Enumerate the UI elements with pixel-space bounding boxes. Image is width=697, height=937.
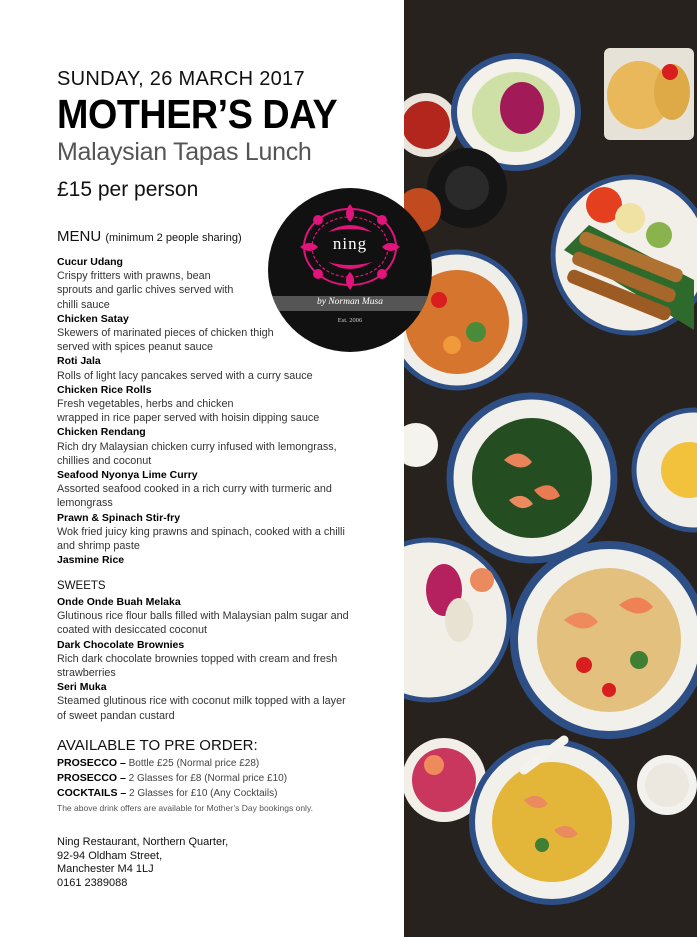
drink-text: 2 Glasses for £8 (Normal price £10): [125, 773, 288, 784]
item-description: sprouts and garlic chives served with: [57, 284, 234, 297]
list-item: [57, 383, 357, 426]
list-item: [57, 680, 357, 723]
drink-offer: [57, 771, 287, 786]
page-subtitle: Malaysian Tapas Lunch: [57, 138, 312, 166]
sweets-heading: SWEETS: [57, 580, 106, 592]
address-line: Ning Restaurant, Northern Quarter,: [57, 836, 229, 848]
list-item: [57, 511, 357, 554]
item-description: Skewers of marinated pieces of chicken thigh: [57, 327, 274, 340]
item-description: Crispy fritters with prawns, bean: [57, 270, 211, 283]
event-date: SUNDAY, 26 MARCH 2017: [57, 68, 305, 90]
page-title: MOTHER’S DAY: [57, 91, 338, 137]
menu-heading-label: MENU: [57, 228, 102, 245]
list-item: [57, 553, 357, 567]
item-description: lemongrass: [57, 497, 113, 510]
item-name: Seafood Nyonya Lime Curry: [57, 469, 198, 482]
item-name: Prawn & Spinach Stir-fry: [57, 511, 181, 524]
address-line: Manchester M4 1LJ: [57, 863, 154, 875]
drink-offer: [57, 786, 287, 801]
item-name: Chicken Rendang: [57, 426, 146, 439]
item-name: Cucur Udang: [57, 256, 123, 268]
item-description: Assorted seafood cooked in a rich curry with turmeric and: [57, 483, 332, 496]
item-name: Chicken Rice Rolls: [57, 383, 152, 396]
address-line: 92-94 Oldham Street,: [57, 849, 163, 862]
item-name: Seri Muka: [57, 681, 107, 694]
menu-heading-note: (minimum 2 people sharing): [105, 232, 242, 244]
item-description: chilli sauce: [57, 298, 110, 311]
item-name: Chicken Satay: [57, 312, 129, 325]
list-item: [57, 468, 357, 511]
item-name: Dark Chocolate Brownies: [57, 638, 185, 651]
list-item: [57, 354, 357, 382]
restaurant-address: [57, 836, 228, 890]
drinks-list: [57, 756, 287, 801]
logo-name: ning: [332, 234, 368, 253]
item-description: coated with desiccated coconut: [57, 624, 208, 637]
logo-by: by Norman Musa: [317, 297, 383, 307]
item-description: Rich dark chocolate brownies topped with cream and fresh: [57, 652, 338, 665]
list-item: [57, 595, 357, 638]
drink-label: PROSECCO –: [57, 757, 126, 769]
item-description: Fresh vegetables, herbs and chicken: [57, 398, 234, 411]
item-name: Jasmine Rice: [57, 554, 125, 567]
item-description: strawberries: [57, 667, 116, 680]
item-description: Rolls of light lacy pancakes served with a curry sauce: [57, 369, 313, 382]
item-description: Rich dry Malaysian chicken curry infused with lemongrass,: [57, 440, 337, 453]
item-description: of sweet pandan custard: [57, 709, 175, 722]
food-photo: [404, 0, 697, 937]
drink-text: 2 Glasses for £10 (Any Cocktails): [126, 788, 278, 799]
item-name: Roti Jala: [57, 355, 101, 368]
price: £15 per person: [57, 178, 199, 201]
address-line: 0161 2389088: [57, 876, 128, 889]
item-name: Onde Onde Buah Melaka: [57, 596, 181, 608]
item-description: Steamed glutinous rice with coconut milk topped with a layer: [57, 695, 346, 708]
food-photo-illustration: [404, 0, 697, 937]
drink-text: Bottle £25 (Normal price £28): [125, 758, 260, 769]
item-description: chillies and coconut: [57, 454, 152, 467]
sweets-list: [57, 595, 357, 723]
item-description: Glutinous rice flour balls filled with Malaysian palm sugar and: [57, 610, 349, 623]
item-description: Wok fried juicy king prawns and spinach, cooked with a chilli: [57, 525, 345, 538]
drink-label: PROSECCO –: [57, 772, 126, 784]
preorder-heading: AVAILABLE TO PRE ORDER:: [57, 737, 258, 754]
restaurant-logo: [268, 188, 432, 352]
drink-offer: [57, 756, 287, 771]
drinks-note: The above drink offers are available for Mother’s Day bookings only.: [57, 803, 313, 813]
logo-est: Est. 2006: [337, 317, 363, 324]
item-description: served with spices peanut sauce: [57, 341, 214, 354]
list-item: [57, 638, 357, 681]
item-description: and shrimp paste: [57, 540, 140, 553]
drink-label: COCKTAILS –: [57, 787, 127, 799]
menu-heading: [57, 228, 242, 245]
item-description: wrapped in rice paper served with hoisin dipping sauce: [57, 412, 320, 425]
list-item: [57, 425, 357, 468]
